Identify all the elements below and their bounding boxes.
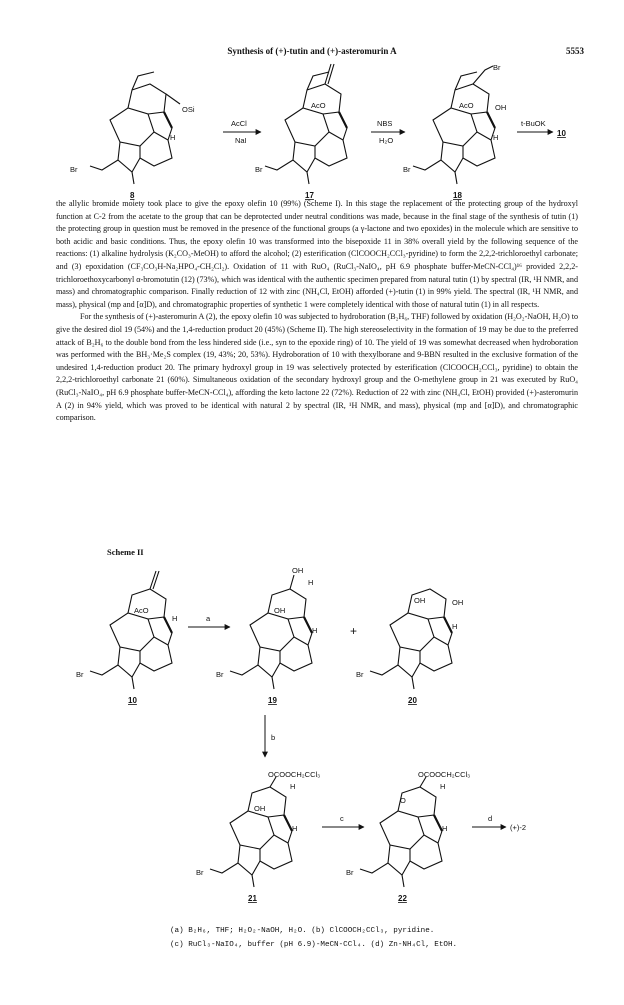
label-osi: OSi xyxy=(182,105,195,114)
label-br: Br xyxy=(196,868,204,877)
product-number: 10 xyxy=(557,129,566,138)
label-br: Br xyxy=(493,63,501,72)
scheme-footnotes xyxy=(170,924,590,952)
label-aco: AcO xyxy=(311,101,326,110)
label-br: Br xyxy=(403,165,411,174)
label-oh: OH xyxy=(274,606,286,615)
label-h: H xyxy=(290,782,296,791)
compound-18 xyxy=(403,63,506,200)
compound-number: 19 xyxy=(268,696,277,705)
final-product: (+)-2 xyxy=(510,823,527,832)
label-carbonate: OCOOCH₂CCl₃ xyxy=(418,770,471,779)
compound-22 xyxy=(346,770,470,903)
reaction-arrow-2 xyxy=(371,119,405,145)
label-o: O xyxy=(400,796,406,805)
running-head xyxy=(0,46,624,60)
compound-number: 17 xyxy=(305,191,314,200)
reaction-arrow-b xyxy=(265,715,275,757)
reagent-label: t-BuOK xyxy=(521,119,546,128)
label-aco: AcO xyxy=(134,606,149,615)
arrow-label: d xyxy=(488,814,493,823)
label-h: H xyxy=(440,782,446,791)
page-number: 5553 xyxy=(566,46,584,56)
paragraph: For the synthesis of (+)-asteromurin A (2), the epoxy olefin 10 was subjected to hydroboration (B₂H₆, THF) followed by oxidation (H₂O₂-NaOH, H₂O) to give the desired diol 19 (54%) and the 1,4-reduction product 20 (45%) (Scheme II). The high stereoselectivity in the formation of 19 may be due to the preferred attack of B₂H₆ to the double bond from the less hindered side (i.e., syn to the epoxide ring) of 10. The yield of 19 was somewhat decreased when hydroboration was performed with the BH₃·Me₂S complex (19, 43%; 20, 53%). Hydroboration of 10 with thexylborane and 9-BBN resulted in the exclusive formation of the undesired 1,4-reduction product 20. The primary hydroxyl group in 19 was selectively protected by esterification (ClCOOCH₂CCl₃, pyridine) to obtain the 2,2,2-trichloroethyl carbonate 21 (60%). Simultaneous oxidation of the secondary hydroxyl group and the O-methylene group in 21 was executed by RuO₄ (RuCl₃-NaIO₄, pH 6.9 phosphate buffer-MeCN-CCl₄), affording the keto lactone 22 (72%). Reduction of 22 with zinc (NH₄Cl, EtOH) provided (+)-asteromurin A (2) in 94% yield, which was proved to be identical with natural 2 by spectral (IR, ¹H NMR, and mass), physical (mp and [α]D), and chromatographic comparison. xyxy=(56,312,578,423)
reagent-label: H₂O xyxy=(379,136,394,145)
reaction-arrow-d xyxy=(472,814,526,832)
reaction-arrow-a xyxy=(188,614,230,627)
arrow-label: a xyxy=(206,614,211,623)
label-br: Br xyxy=(76,670,84,679)
label-br: Br xyxy=(255,165,263,174)
compound-20 xyxy=(356,589,463,705)
label-h: H xyxy=(493,133,499,142)
label-oh: OH xyxy=(452,598,464,607)
compound-number: 8 xyxy=(130,191,135,200)
label-h: H xyxy=(292,824,298,833)
compound-10 xyxy=(76,571,177,705)
label-oh: OH xyxy=(414,596,426,605)
compound-number: 10 xyxy=(128,696,137,705)
footnote-line: (c) RuCl₃-NaIO₄, buffer (pH 6.9)-MeCN-CCl₄. (d) Zn-NH₄Cl, EtOH. xyxy=(170,941,458,949)
label-br: Br xyxy=(216,670,224,679)
compound-8 xyxy=(70,72,195,200)
reaction-scheme-bottom xyxy=(60,565,580,910)
label-h: H xyxy=(170,133,176,142)
label-h: H xyxy=(442,824,448,833)
compound-number: 21 xyxy=(248,894,257,903)
arrow-label: b xyxy=(271,733,276,742)
reaction-arrow-c xyxy=(322,814,364,827)
label-oh: OH xyxy=(254,804,266,813)
compound-number: 22 xyxy=(398,894,407,903)
label-h: H xyxy=(452,622,458,631)
label-br: Br xyxy=(346,868,354,877)
label-aco: AcO xyxy=(459,101,474,110)
reaction-scheme-top xyxy=(55,60,585,200)
compound-17 xyxy=(255,64,347,200)
arrow-label: c xyxy=(340,814,344,823)
plus-sign: + xyxy=(350,624,358,638)
reagent-label: NBS xyxy=(377,119,393,128)
compound-number: 18 xyxy=(453,191,462,200)
reaction-arrow-3 xyxy=(517,119,566,138)
reagent-label: AcCl xyxy=(231,119,247,128)
scheme-label: Scheme II xyxy=(107,547,144,557)
label-oh: OH xyxy=(292,566,304,575)
paragraph: the allylic bromide moiety took place to give the epoxy olefin 10 (99%) (Scheme I). In this stage the replacement of the protecting group of the hydroxyl function at C-2 from the acetate to the group that can be deprotected under neutral conditions was made, because in the final stage of the synthesis of tutin (1) the protecting group in question must be removed in the presence of the functional groups (a γ-lactone and two epoxides) in the molecule which are sensitive to both acidic and basic conditions. Thus, the epoxy olefin 10 was transformed into the bisepoxide 11 in 38% overall yield by the following sequence of the reactions: (1) alkaline hydrolysis (K₂CO₃-MeOH) to afford the alcohol; (2) esterification (ClCOOCH₂CCl₃-pyridine) to form the 2,2,2-trichloroethyl carbonate; and (3) epoxidation (CF₃CO₃H-Na₂HPO₄-CH₂Cl₂). Oxidation of 11 with RuO₄ (RuCl₃-NaIO₄, pH 6.9 phosphate buffer-MeCN-CCl₄)¹⁶ provided 2,2,2-trichloroethoxycarbonyl α-bromotutin (12) (73%), which was identical with the authentic specimen prepared from natural tutin (1) by spectral (IR, ¹H NMR, and mass) and chromatographic comparison. Finally reduction of 12 with zinc (NH₄Cl, EtOH) afforded (+)-tutin (1) in 99% yield. The spectral (IR, ¹H NMR, and mass), physical (mp and [α]D), and chromatographic properties of synthetic 1 were completely identical with those of natural tutin (1) in all respects. xyxy=(56,199,578,309)
reagent-label: NaI xyxy=(235,136,247,145)
reaction-arrow-1 xyxy=(223,119,261,145)
running-title: Synthesis of (+)-tutin and (+)-asteromurin A xyxy=(227,46,397,56)
label-oh: OH xyxy=(495,103,507,112)
compound-21 xyxy=(196,770,320,903)
label-br: Br xyxy=(356,670,364,679)
body-text xyxy=(56,198,578,425)
label-br: Br xyxy=(70,165,78,174)
label-h: H xyxy=(308,578,314,587)
compound-19 xyxy=(216,566,317,705)
label-carbonate: OCOOCH₂CCl₃ xyxy=(268,770,321,779)
label-h: H xyxy=(172,614,178,623)
compound-number: 20 xyxy=(408,696,417,705)
footnote-line: (a) B₂H₆, THF; H₂O₂-NaOH, H₂O. (b) ClCOOCH₂CCl₃, pyridine. xyxy=(170,927,435,935)
label-h: H xyxy=(312,626,318,635)
